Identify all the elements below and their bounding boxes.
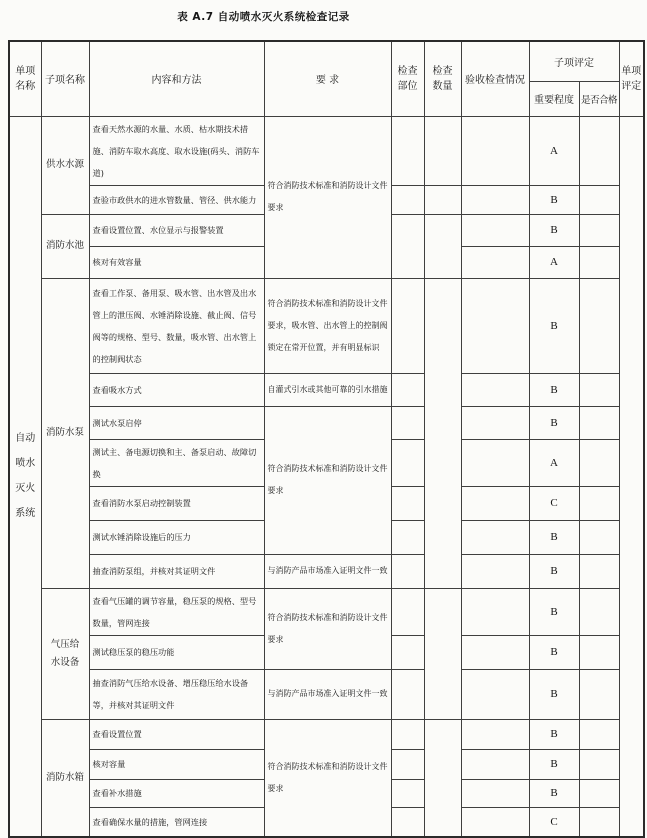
- content-method-cell: 查看气压罐的调节容量，稳压泵的规格、型号数量，管网连接: [89, 588, 264, 635]
- table-row: [9, 406, 644, 439]
- requirement-cell: 符合消防技术标准和消防设计文件要求: [264, 719, 391, 837]
- acceptance-status-cell: [461, 669, 529, 719]
- qualified-cell: [579, 439, 619, 486]
- subitem-name-label: 消防水泵: [45, 427, 84, 438]
- header-item-eval: [619, 41, 644, 116]
- inspect-quantity-cell: [424, 214, 461, 278]
- qualified-cell: [579, 116, 619, 185]
- header-inspect-location-label: 检查部位: [397, 65, 418, 92]
- importance-grade-cell: B: [529, 406, 579, 439]
- content-method-cell: 查看确保水量的措施，管网连接: [89, 807, 264, 837]
- content-method-cell: 抽查消防气压给水设备、增压稳压给水设备等，并核对其证明文件: [89, 669, 264, 719]
- importance-grade-cell: A: [529, 439, 579, 486]
- requirement-cell: 自灌式引水或其他可靠的引水措施: [264, 373, 391, 406]
- subitem-name-label: 气压给水设备: [50, 638, 80, 668]
- inspect-location-cell: [391, 779, 424, 807]
- header-item-eval-label: 单项评定: [621, 65, 642, 92]
- qualified-cell: [579, 486, 619, 520]
- acceptance-status-cell: [461, 406, 529, 439]
- importance-grade-cell: B: [529, 779, 579, 807]
- inspect-location-cell: [391, 406, 424, 439]
- subitem-name-label: 供水水源: [45, 159, 84, 170]
- inspect-quantity-cell: [424, 719, 461, 837]
- inspect-location-cell: [391, 669, 424, 719]
- inspect-location-cell: [391, 749, 424, 779]
- qualified-cell: [579, 719, 619, 749]
- table-row: [9, 278, 644, 373]
- acceptance-status-cell: [461, 779, 529, 807]
- importance-grade-cell: C: [529, 486, 579, 520]
- importance-grade-cell: B: [529, 520, 579, 554]
- header-content-method: 内容和方法: [89, 41, 264, 116]
- table-row: [9, 588, 644, 635]
- acceptance-status-cell: [461, 439, 529, 486]
- importance-grade-cell: B: [529, 669, 579, 719]
- header-acceptance-status: 验收检查情况: [461, 41, 529, 116]
- header-inspect-location: [391, 41, 424, 116]
- acceptance-status-cell: [461, 185, 529, 214]
- subitem-name-cell: [41, 278, 89, 588]
- table-row: [9, 719, 644, 749]
- content-method-cell: 测试稳压泵的稳压功能: [89, 635, 264, 669]
- acceptance-status-cell: [461, 373, 529, 406]
- inspect-location-cell: [391, 520, 424, 554]
- subitem-name-label: 消防水池: [45, 240, 84, 251]
- table-body: [9, 116, 644, 837]
- acceptance-status-cell: [461, 749, 529, 779]
- inspection-record-table: [8, 40, 645, 838]
- inspect-quantity-cell: [424, 278, 461, 588]
- requirement-cell: 与消防产品市场准入证明文件一致: [264, 669, 391, 719]
- qualified-cell: [579, 520, 619, 554]
- requirement-cell: 符合消防技术标准和消防设计文件要求，吸水管、出水管上的控制阀锁定在常开位置，并有明显标识: [264, 278, 391, 373]
- qualified-cell: [579, 669, 619, 719]
- qualified-cell: [579, 278, 619, 373]
- qualified-cell: [579, 554, 619, 588]
- acceptance-status-cell: [461, 588, 529, 635]
- content-method-cell: 查验市政供水的进水管数量、管径、供水能力: [89, 185, 264, 214]
- inspect-location-cell: [391, 185, 424, 214]
- content-method-cell: 测试主、备电源切换和主、备泵启动、故障切换: [89, 439, 264, 486]
- content-method-cell: 抽查消防泵组，并核对其证明文件: [89, 554, 264, 588]
- acceptance-status-cell: [461, 278, 529, 373]
- content-method-cell: 测试水泵启停: [89, 406, 264, 439]
- table-row: [9, 554, 644, 588]
- inspect-location-cell: [391, 486, 424, 520]
- qualified-cell: [579, 246, 619, 278]
- qualified-cell: [579, 635, 619, 669]
- importance-grade-cell: B: [529, 214, 579, 246]
- qualified-cell: [579, 406, 619, 439]
- acceptance-status-cell: [461, 554, 529, 588]
- table-row: [9, 116, 644, 185]
- content-method-cell: 查看补水措施: [89, 779, 264, 807]
- inspect-location-cell: [391, 214, 424, 278]
- content-method-cell: 查看设置位置: [89, 719, 264, 749]
- inspect-location-cell: [391, 719, 424, 749]
- inspect-location-cell: [391, 373, 424, 406]
- inspect-location-cell: [391, 116, 424, 185]
- content-method-cell: 核对容量: [89, 749, 264, 779]
- acceptance-status-cell: [461, 116, 529, 185]
- subitem-name-cell: [41, 719, 89, 837]
- page-title: 表 A.7 自动喷水灭火系统检查记录: [177, 11, 350, 23]
- acceptance-status-cell: [461, 486, 529, 520]
- item-name-cell: [9, 116, 41, 837]
- item-eval-cell: [619, 116, 644, 837]
- header-inspect-quantity-label: 检查数量: [432, 65, 453, 92]
- header-item-name: [9, 41, 41, 116]
- acceptance-status-cell: [461, 214, 529, 246]
- acceptance-status-cell: [461, 246, 529, 278]
- content-method-cell: 查看设置位置、水位显示与报警装置: [89, 214, 264, 246]
- header-qualified: 是否合格: [579, 81, 619, 116]
- header-subitem-name: 子项名称: [41, 41, 89, 116]
- header-subitem-eval: 子项评定: [529, 41, 619, 81]
- qualified-cell: [579, 214, 619, 246]
- inspect-quantity-cell: [424, 185, 461, 214]
- requirement-cell: 符合消防技术标准和消防设计文件要求: [264, 588, 391, 669]
- inspect-quantity-cell: [424, 588, 461, 719]
- requirement-cell: 符合消防技术标准和消防设计文件要求: [264, 116, 391, 278]
- importance-grade-cell: B: [529, 635, 579, 669]
- content-method-cell: 查看工作泵、备用泵、吸水管、出水管及出水管上的泄压阀、水锤消除设施、截止阀、信号阀等的规格、型号、数量，吸水管、出水管上的控制阀状态: [89, 278, 264, 373]
- inspect-location-cell: [391, 439, 424, 486]
- item-name-vertical-label: 自动喷水灭火系统: [15, 433, 36, 520]
- importance-grade-cell: B: [529, 588, 579, 635]
- inspect-location-cell: [391, 635, 424, 669]
- content-method-cell: 查看天然水源的水量、水质、枯水期技术措施、消防车取水高度、取水设施(码头、消防车道): [89, 116, 264, 185]
- requirement-cell: 符合消防技术标准和消防设计文件要求: [264, 406, 391, 554]
- header-requirement: 要 求: [264, 41, 391, 116]
- subitem-name-label: 消防水箱: [45, 771, 84, 783]
- content-method-cell: 测试水锤消除设施后的压力: [89, 520, 264, 554]
- importance-grade-cell: B: [529, 719, 579, 749]
- importance-grade-cell: C: [529, 807, 579, 837]
- acceptance-status-cell: [461, 635, 529, 669]
- importance-grade-cell: B: [529, 749, 579, 779]
- subitem-name-cell: [41, 214, 89, 278]
- importance-grade-cell: B: [529, 373, 579, 406]
- qualified-cell: [579, 373, 619, 406]
- qualified-cell: [579, 779, 619, 807]
- qualified-cell: [579, 588, 619, 635]
- inspect-location-cell: [391, 588, 424, 635]
- subitem-name-cell: [41, 588, 89, 719]
- qualified-cell: [579, 185, 619, 214]
- content-method-cell: 核对有效容量: [89, 246, 264, 278]
- header-item-name-label: 单项名称: [15, 65, 36, 92]
- header-inspect-quantity: [424, 41, 461, 116]
- inspect-location-cell: [391, 554, 424, 588]
- inspect-quantity-cell: [424, 116, 461, 185]
- qualified-cell: [579, 749, 619, 779]
- importance-grade-cell: B: [529, 185, 579, 214]
- importance-grade-cell: A: [529, 116, 579, 185]
- importance-grade-cell: B: [529, 278, 579, 373]
- importance-grade-cell: A: [529, 246, 579, 278]
- table-row: [9, 373, 644, 406]
- content-method-cell: 查看吸水方式: [89, 373, 264, 406]
- requirement-cell: 与消防产品市场准入证明文件一致: [264, 554, 391, 588]
- content-method-cell: 查看消防水泵启动控制装置: [89, 486, 264, 520]
- importance-grade-cell: B: [529, 554, 579, 588]
- acceptance-status-cell: [461, 520, 529, 554]
- subitem-name-cell: [41, 116, 89, 214]
- acceptance-status-cell: [461, 719, 529, 749]
- header-importance: 重要程度: [529, 81, 579, 116]
- table-row: [9, 669, 644, 719]
- inspect-location-cell: [391, 278, 424, 373]
